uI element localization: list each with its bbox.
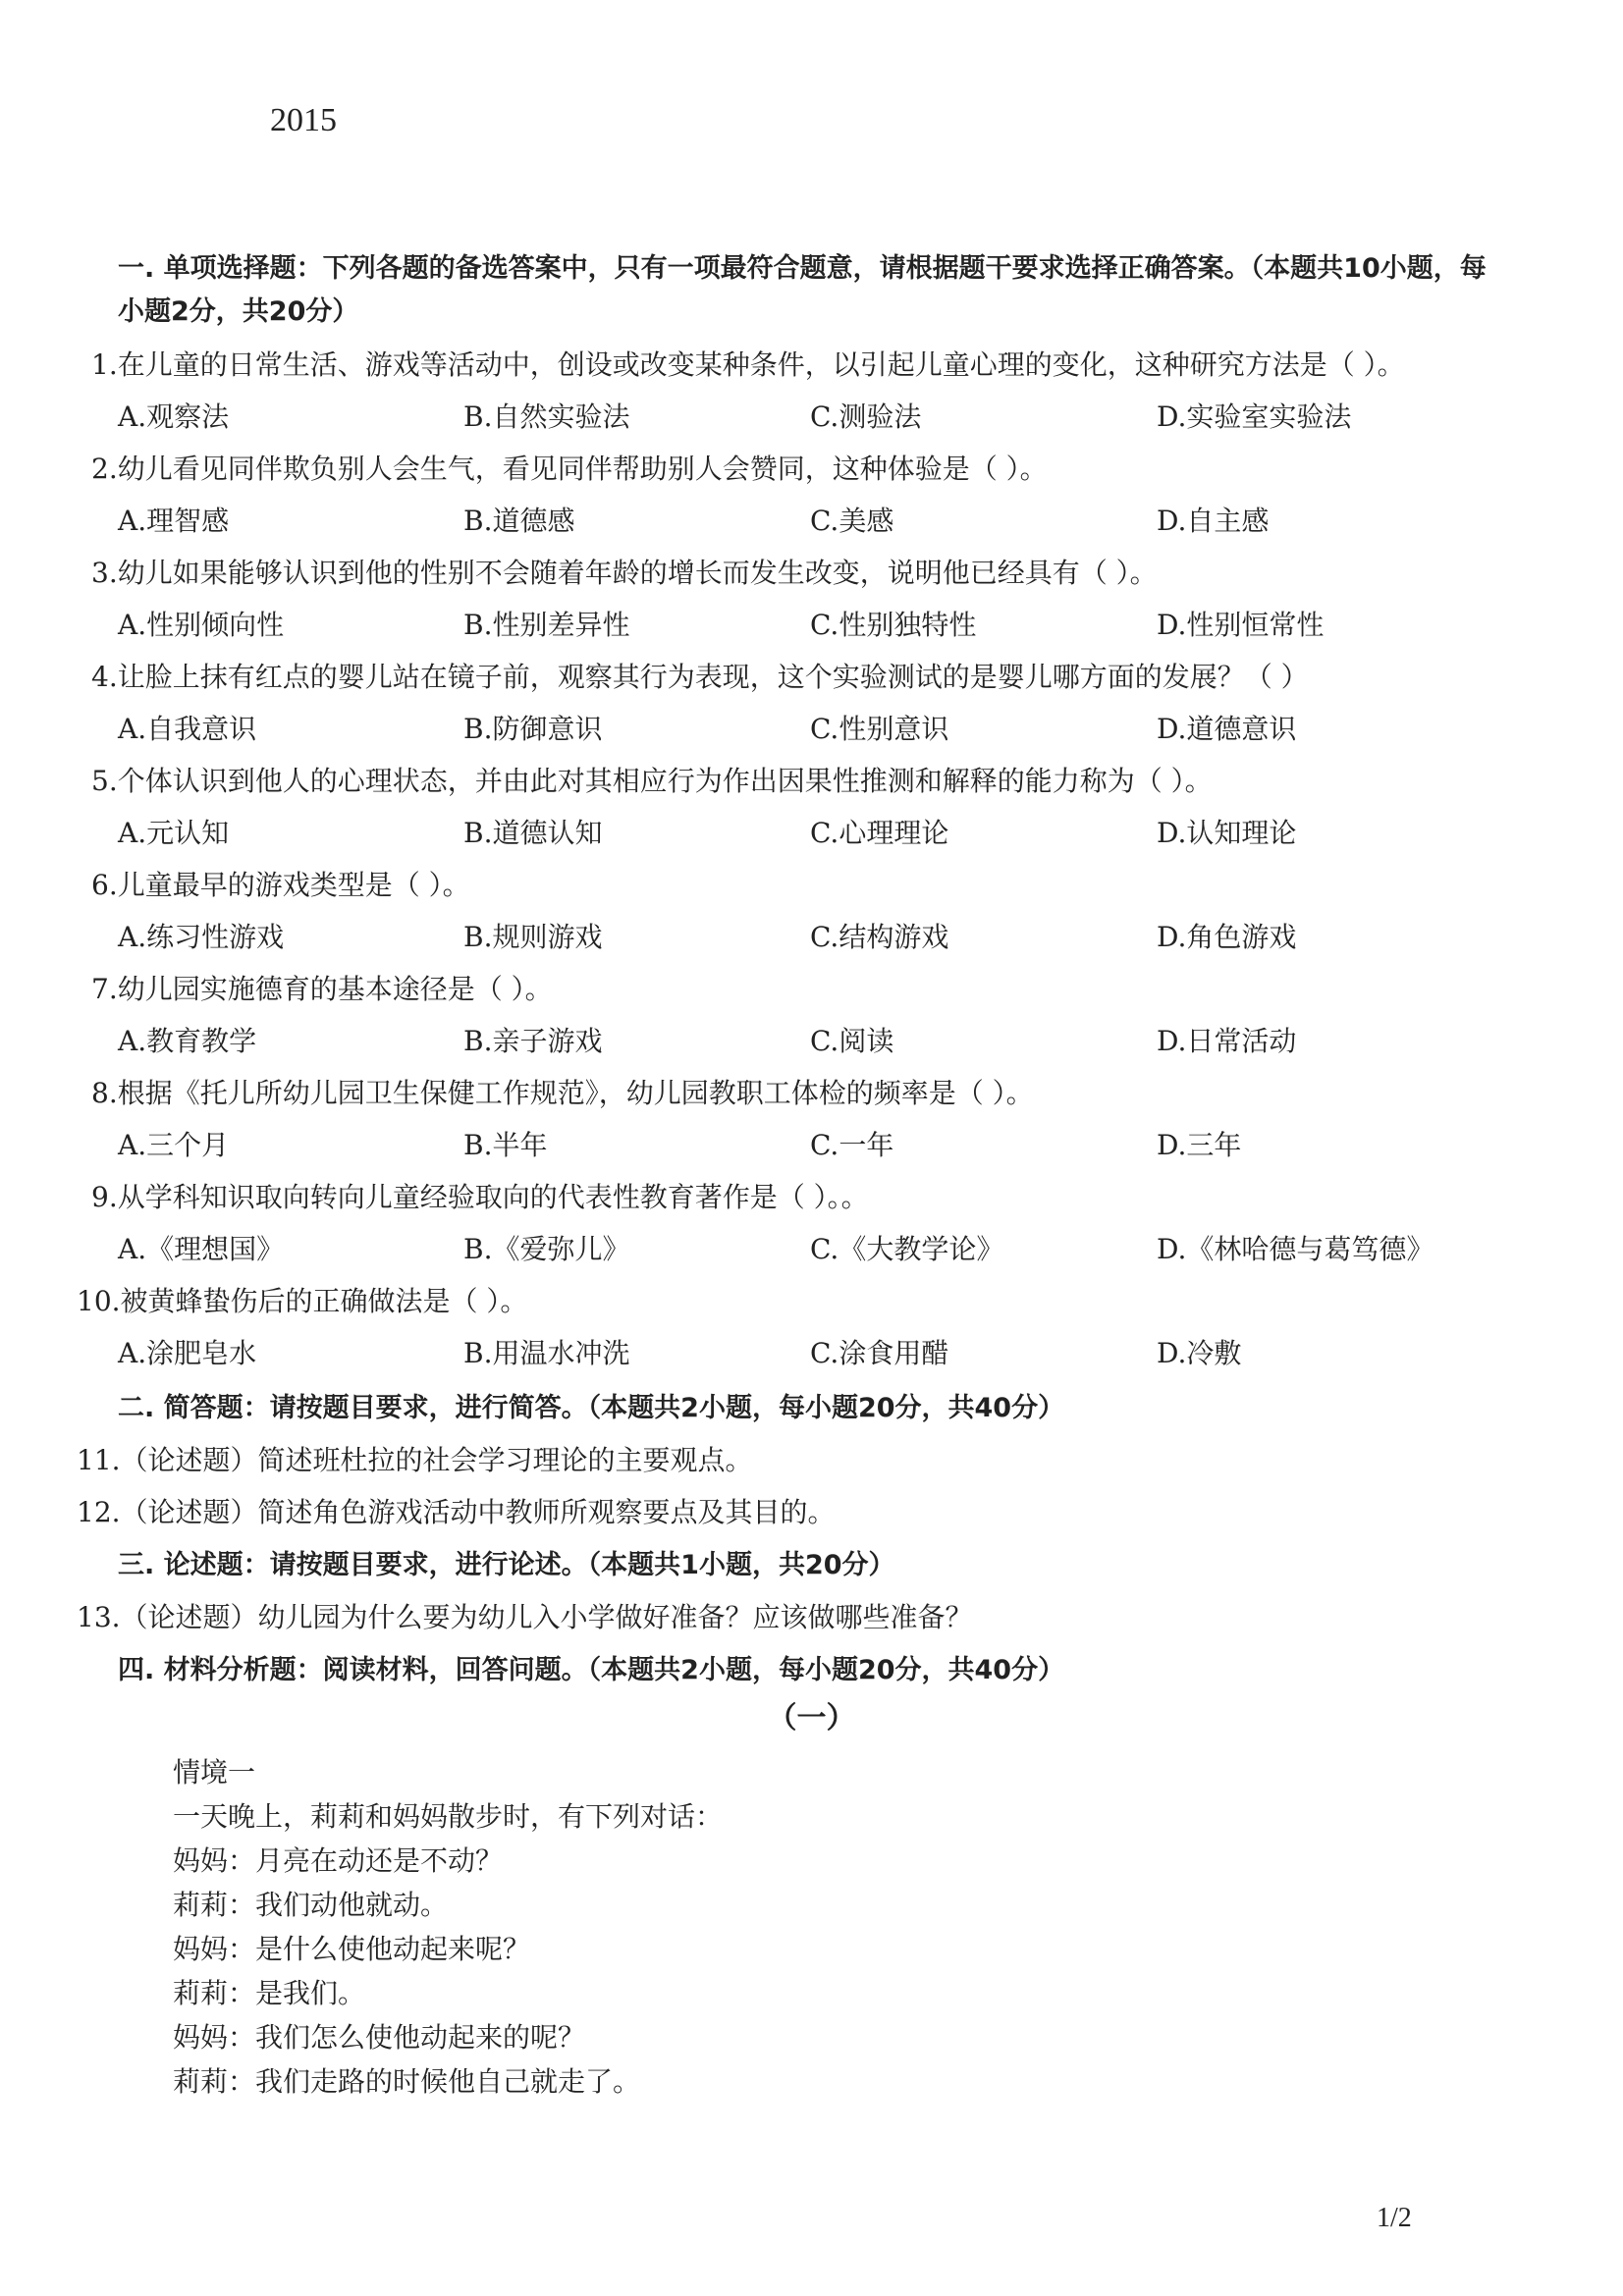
question-2-option-c: C.美感 — [810, 505, 894, 537]
question-4-option-a: A.自我意识 — [118, 713, 257, 745]
question-4-stem: 4.让脸上抹有红点的婴儿站在镜子前，观察其行为表现，这个实验测试的是婴儿哪方面的发展？（ ） — [91, 661, 1309, 693]
question-1-option-d: D.实验室实验法 — [1157, 400, 1352, 433]
question-13-stem: 13.（论述题）幼儿园为什么要为幼儿入小学做好准备？应该做哪些准备？ — [77, 1601, 973, 1633]
question-2-stem: 2.幼儿看见同伴欺负别人会生气，看见同伴帮助别人会赞同，这种体验是（ ）。 — [91, 453, 1048, 485]
material-line: 妈妈：月亮在动还是不动？ — [173, 1844, 504, 1877]
question-6-option-d: D.角色游戏 — [1157, 921, 1297, 953]
question-4-option-b: B.防御意识 — [463, 713, 603, 745]
exam-year: 2015 — [270, 102, 337, 138]
question-6-stem: 6.儿童最早的游戏类型是（ ）。 — [91, 869, 470, 901]
section-4-heading: 四. 材料分析题：阅读材料，回答问题。（本题共2小题，每小题20分，共40分） — [118, 1655, 1065, 1685]
question-9-option-c: C.《大教学论》 — [810, 1233, 1004, 1265]
question-3-option-c: C.性别独特性 — [810, 609, 977, 641]
question-1-option-c: C.测验法 — [810, 400, 922, 433]
question-3-option-a: A.性别倾向性 — [118, 609, 285, 641]
material-line: 莉莉：我们走路的时候他自己就走了。 — [173, 2065, 641, 2098]
question-6-option-c: C.结构游戏 — [810, 921, 949, 953]
question-8-option-c: C.一年 — [810, 1129, 894, 1161]
question-7-option-b: B.亲子游戏 — [463, 1025, 603, 1057]
material-line: 妈妈：我们怎么使他动起来的呢？ — [173, 2021, 586, 2054]
section-3-heading: 三. 论述题：请按题目要求，进行论述。（本题共1小题，共20分） — [118, 1550, 895, 1580]
question-5-option-a: A.元认知 — [118, 817, 230, 849]
question-11-stem: 11.（论述题）简述班杜拉的社会学习理论的主要观点。 — [77, 1444, 753, 1476]
material-line: 妈妈：是什么使他动起来呢？ — [173, 1933, 531, 1965]
question-5-option-b: B.道德认知 — [463, 817, 603, 849]
question-5-option-c: C.心理理论 — [810, 817, 949, 849]
question-1-stem: 1.在儿童的日常生活、游戏等活动中，创设或改变某种条件，以引起儿童心理的变化，这种研究方法是（ ）。 — [91, 348, 1405, 381]
page-number: 1/2 — [1377, 2203, 1412, 2233]
question-4-option-d: D.道德意识 — [1157, 713, 1297, 745]
question-8-option-a: A.三个月 — [118, 1129, 230, 1161]
question-2-option-d: D.自主感 — [1157, 505, 1270, 537]
question-9-stem: 9.从学科知识取向转向儿童经验取向的代表性教育著作是（ ）。。 — [91, 1181, 869, 1213]
question-10-option-a: A.涂肥皂水 — [118, 1337, 257, 1369]
question-3-option-d: D.性别恒常性 — [1157, 609, 1325, 641]
material-line: 情境一 — [173, 1756, 256, 1789]
material-line: 莉莉：是我们。 — [173, 1977, 366, 2009]
question-6-option-a: A.练习性游戏 — [118, 921, 285, 953]
question-8-option-d: D.三年 — [1157, 1129, 1242, 1161]
question-9-option-b: B.《爱弥儿》 — [463, 1233, 630, 1265]
question-1-option-b: B.自然实验法 — [463, 400, 630, 433]
question-6-option-b: B.规则游戏 — [463, 921, 603, 953]
question-7-option-a: A.教育教学 — [118, 1025, 257, 1057]
question-5-stem: 5.个体认识到他人的心理状态，并由此对其相应行为作出因果性推测和解释的能力称为（ ）。 — [91, 765, 1213, 797]
section-1-heading: 一. 单项选择题：下列各题的备选答案中，只有一项最符合题意，请根据题干要求选择正确答案。（本题共10小题，每小题2分，共20分） — [118, 253, 1487, 327]
material-subtitle: （一） — [767, 1701, 856, 1735]
material-line: 一天晚上，莉莉和妈妈散步时，有下列对话： — [173, 1800, 724, 1833]
question-9-option-d: D.《林哈德与葛笃德》 — [1157, 1233, 1434, 1265]
question-5-option-d: D.认知理论 — [1157, 817, 1297, 849]
question-3-stem: 3.幼儿如果能够认识到他的性别不会随着年龄的增长而发生改变，说明他已经具有（ ）。 — [91, 557, 1158, 589]
question-7-option-d: D.日常活动 — [1157, 1025, 1297, 1057]
question-10-option-b: B.用温水冲洗 — [463, 1337, 630, 1369]
question-10-option-d: D.冷敷 — [1157, 1337, 1242, 1369]
question-4-option-c: C.性别意识 — [810, 713, 949, 745]
question-7-option-c: C.阅读 — [810, 1025, 894, 1057]
question-10-option-c: C.涂食用醋 — [810, 1337, 949, 1369]
question-2-option-a: A.理智感 — [118, 505, 230, 537]
question-8-option-b: B.半年 — [463, 1129, 548, 1161]
question-3-option-b: B.性别差异性 — [463, 609, 630, 641]
question-7-stem: 7.幼儿园实施德育的基本途径是（ ）。 — [91, 973, 553, 1005]
material-line: 莉莉：我们动他就动。 — [173, 1889, 449, 1921]
question-9-option-a: A.《理想国》 — [118, 1233, 285, 1265]
question-10-stem: 10.被黄蜂蛰伤后的正确做法是（ ）。 — [77, 1285, 528, 1317]
question-1-option-a: A.观察法 — [118, 400, 230, 433]
question-8-stem: 8.根据《托儿所幼儿园卫生保健工作规范》，幼儿园教职工体检的频率是（ ）。 — [91, 1077, 1034, 1109]
question-12-stem: 12.（论述题）简述角色游戏活动中教师所观察要点及其目的。 — [77, 1496, 836, 1528]
section-2-heading: 二. 简答题：请按题目要求，进行简答。（本题共2小题，每小题20分，共40分） — [118, 1393, 1065, 1423]
question-2-option-b: B.道德感 — [463, 505, 575, 537]
